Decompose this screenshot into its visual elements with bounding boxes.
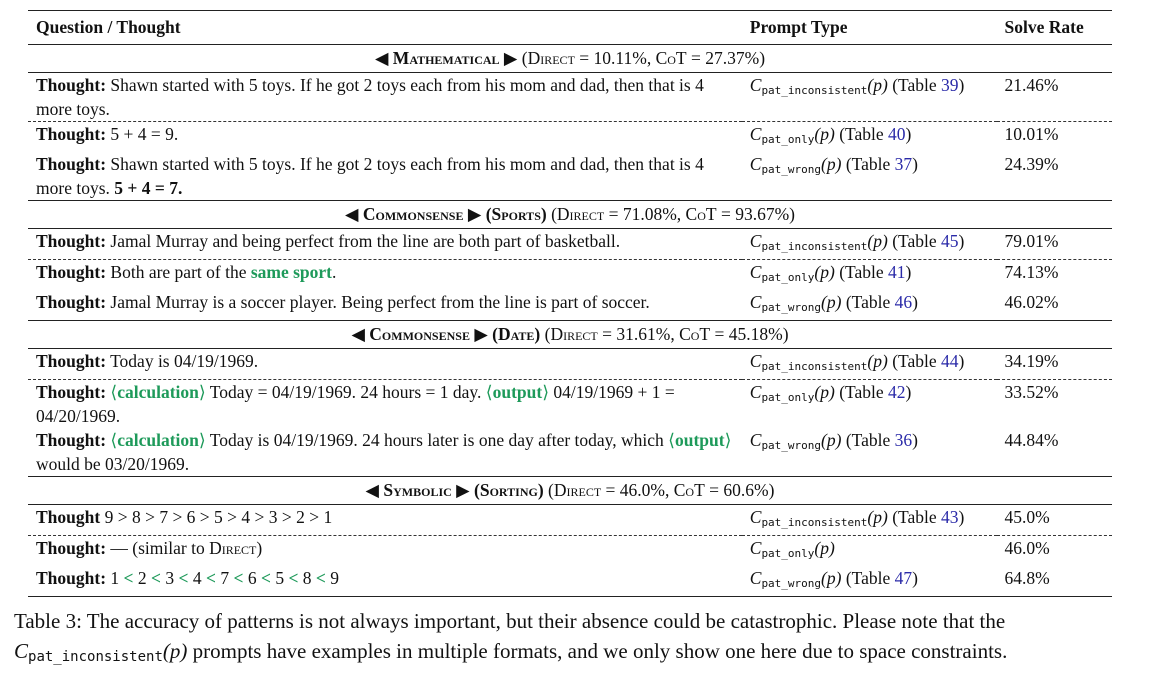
table-row [28, 229, 1112, 260]
thought-cell [28, 260, 742, 291]
table-ref-prefix: (Table [887, 231, 942, 251]
section-title-segment: = 10.11%, [574, 48, 656, 68]
section-header-row [28, 477, 1112, 505]
section-title-segment: ▶ ( [499, 48, 528, 68]
solve-rate-cell: 45.0% [1004, 507, 1050, 527]
thought-segment: ⟩ [542, 382, 550, 402]
prompt-p: (p) [814, 382, 835, 402]
thought-segment: would be 03/20/1969. [36, 454, 190, 474]
table-row [28, 566, 1112, 597]
thought-segment: Today is 04/19/1969. [106, 351, 259, 371]
table-ref-suffix: ) [912, 430, 918, 450]
section-title-segment: ▶ [463, 204, 486, 224]
table-row [28, 152, 1112, 201]
thought-segment: Thought: [36, 538, 107, 558]
table-ref-link[interactable]: 47 [894, 568, 913, 588]
thought-segment: Thought: [36, 568, 107, 588]
thought-segment: 5 + 4 = 9. [106, 124, 179, 144]
section-title-segment: (Sports) [485, 204, 547, 224]
prompt-c: C [749, 351, 762, 371]
section-header-row [28, 321, 1112, 349]
caption-subscript: pat_inconsistent [28, 649, 163, 665]
header-question: Question / Thought [28, 11, 742, 45]
prompt-p: (p) [821, 568, 842, 588]
prompt-c: C [749, 568, 762, 588]
thought-cell [28, 122, 742, 153]
prompt-c: C [749, 430, 762, 450]
thought-segment: < [178, 568, 189, 588]
thought-segment: ) [256, 538, 263, 558]
solve-rate-cell: 24.39% [1004, 154, 1059, 174]
thought-segment: output [492, 382, 543, 402]
header-solve-rate: Solve Rate [997, 11, 1112, 45]
section-title-segment: = 45.18%) [710, 324, 789, 344]
table-row [28, 290, 1112, 321]
section-title-segment: ▶ [469, 324, 493, 344]
section-title-segment: ( [540, 324, 551, 344]
thought-segment: Thought: [36, 154, 107, 174]
prompt-c: C [749, 507, 762, 527]
table-row [28, 122, 1112, 153]
table-header-row [28, 11, 1112, 45]
thought-segment: Thought: [36, 430, 107, 450]
prompt-c: C [749, 75, 762, 95]
thought-segment: ⟩ [724, 430, 732, 450]
section-title-segment: Direct [553, 480, 602, 500]
table-ref-link[interactable]: 39 [941, 75, 959, 95]
thought-segment: 9 [325, 568, 340, 588]
thought-segment: 4 [188, 568, 206, 588]
thought-segment: < [151, 568, 161, 588]
table-ref-prefix: (Table [841, 292, 895, 312]
results-table-container [28, 10, 1112, 597]
table-ref-suffix: ) [958, 75, 965, 95]
prompt-c: C [749, 382, 762, 402]
table-ref-prefix: (Table [841, 568, 895, 588]
section-title-segment: = 46.0%, [601, 480, 674, 500]
thought-segment: < [288, 568, 299, 588]
table-ref-link[interactable]: 43 [941, 507, 959, 527]
prompt-p: (p) [814, 262, 835, 282]
solve-rate-cell: 46.0% [997, 536, 1112, 567]
section-title-segment: = 71.08%, [604, 204, 686, 224]
thought-segment: . [332, 262, 337, 282]
thought-segment: ⟨ [106, 430, 118, 450]
prompt-type-cell [742, 536, 997, 567]
section-title-segment: Direct [556, 204, 605, 224]
thought-segment: < [233, 568, 244, 588]
thought-segment: 5 + 4 = 7. [114, 178, 183, 198]
results-table [28, 10, 1112, 597]
caption-p: (p) [162, 639, 188, 663]
section-title-segment: Commonsense [362, 204, 464, 224]
table-ref-suffix: ) [905, 262, 912, 282]
table-row [28, 505, 1112, 536]
thought-segment: 6 [243, 568, 261, 588]
thought-cell [28, 428, 742, 477]
table-ref-link[interactable]: 40 [888, 124, 906, 144]
prompt-p: (p) [867, 507, 888, 527]
thought-cell [28, 349, 742, 380]
thought-cell [28, 505, 742, 536]
prompt-type-cell [742, 152, 997, 201]
table-ref-prefix: (Table [841, 430, 895, 450]
table-ref-link[interactable]: 44 [941, 351, 959, 371]
thought-segment: calculation [117, 382, 199, 402]
section-title-segment: ◀ [365, 480, 384, 500]
section-title-segment: CoT [685, 204, 717, 224]
thought-segment: Jamal Murray is a soccer player. Being perfect from the line is part of soccer. [106, 292, 650, 312]
thought-segment: Jamal Murray and being perfect from the line are both part of basketball. [106, 231, 621, 251]
thought-cell [28, 536, 742, 567]
thought-segment: 8 [298, 568, 316, 588]
thought-segment: Thought: [36, 292, 107, 312]
table-ref-link[interactable]: 36 [894, 430, 913, 450]
table-body [28, 45, 1112, 597]
table-ref-link[interactable]: 46 [894, 292, 913, 312]
prompt-type-cell [742, 229, 997, 260]
thought-segment: Thought: [36, 75, 107, 95]
table-ref-prefix: (Table [887, 507, 942, 527]
solve-rate-cell: 33.52% [997, 380, 1112, 429]
section-title-segment: Mathematical [392, 48, 500, 68]
thought-segment: Today is 04/19/1969. 24 hours later is one day after today, which [205, 430, 669, 450]
solve-rate-cell: 46.02% [1004, 292, 1059, 312]
section-title-segment: ( [543, 480, 554, 500]
caption-part1: Table 3: The accuracy of patterns is not always important, but their absence could be catastrophic. Please note that the [14, 609, 1006, 633]
table-ref-suffix: ) [958, 351, 965, 371]
prompt-subscript: pat_inconsistent [761, 516, 868, 529]
section-header-row [28, 45, 1112, 73]
caption-c: C [14, 639, 29, 663]
prompt-subscript: pat_only [761, 391, 815, 404]
solve-rate-cell: 64.8% [997, 566, 1112, 597]
table-ref-suffix: ) [912, 292, 918, 312]
thought-segment: ⟨ [485, 382, 493, 402]
prompt-p: (p) [867, 351, 888, 371]
solve-rate-cell: 74.13% [997, 260, 1112, 291]
thought-segment: < [123, 568, 134, 588]
prompt-p: (p) [814, 538, 835, 558]
section-title [28, 477, 1112, 505]
prompt-subscript: pat_wrong [761, 577, 822, 590]
table-ref-prefix: (Table [834, 262, 889, 282]
prompt-c: C [749, 124, 762, 144]
thought-segment: ⟩ [198, 382, 206, 402]
section-title-segment: (Date) [492, 324, 541, 344]
thought-segment: < [260, 568, 271, 588]
table-row [28, 380, 1112, 429]
thought-segment: 7 [215, 568, 234, 588]
prompt-type-cell [742, 122, 997, 153]
table-ref-prefix: (Table [834, 124, 889, 144]
thought-segment: ⟨ [668, 430, 675, 450]
section-title-segment: CoT [655, 48, 687, 68]
prompt-type-cell [742, 260, 997, 291]
table-ref-suffix: ) [958, 507, 965, 527]
prompt-subscript: pat_wrong [761, 439, 822, 452]
solve-rate-cell: 21.46% [1004, 75, 1059, 95]
prompt-subscript: pat_only [761, 271, 815, 284]
section-title [28, 201, 1112, 229]
prompt-subscript: pat_inconsistent [761, 360, 868, 373]
table-row [28, 260, 1112, 291]
section-header-row [28, 201, 1112, 229]
prompt-subscript: pat_only [761, 547, 815, 560]
thought-cell [28, 229, 742, 260]
prompt-p: (p) [867, 75, 888, 95]
thought-segment: 04/19/1969 + 1 = 04/20/1969. [36, 382, 675, 426]
thought-segment: < [315, 568, 326, 588]
thought-segment: output [675, 430, 725, 450]
section-title-segment: ▶ [451, 480, 475, 500]
section-title-segment: CoT [679, 324, 711, 344]
prompt-subscript: pat_wrong [761, 301, 822, 314]
thought-segment: Thought: [36, 382, 107, 402]
thought-segment: < [205, 568, 216, 588]
section-title-segment: (Sorting) [474, 480, 544, 500]
thought-segment: Today = 04/19/1969. 24 hours = 1 day. [205, 382, 486, 402]
table-row [28, 349, 1112, 380]
table-ref-link[interactable]: 42 [888, 382, 906, 402]
table-ref-prefix: (Table [834, 382, 889, 402]
prompt-c: C [749, 231, 762, 251]
thought-segment: Thought: [36, 351, 107, 371]
thought-segment: Thought: [36, 262, 107, 282]
thought-segment: Direct [209, 538, 257, 558]
prompt-type-cell [742, 566, 997, 597]
thought-cell [28, 566, 742, 597]
prompt-p: (p) [821, 154, 842, 174]
thought-cell [28, 73, 742, 122]
section-title-segment: ◀ [374, 48, 393, 68]
table-ref-suffix: ) [912, 568, 918, 588]
section-title-segment: = 31.61%, [597, 324, 680, 344]
section-title-segment: = 60.6%) [704, 480, 775, 500]
solve-rate-cell: 34.19% [1004, 351, 1059, 371]
solve-rate-cell: 10.01% [997, 122, 1112, 153]
section-title [28, 321, 1112, 349]
thought-segment: ⟨ [106, 382, 118, 402]
prompt-type-cell [742, 349, 997, 380]
table-ref-prefix: (Table [887, 75, 942, 95]
table-ref-link[interactable]: 45 [941, 231, 959, 251]
prompt-c: C [749, 154, 762, 174]
prompt-type-cell [742, 380, 997, 429]
prompt-c: C [749, 292, 762, 312]
section-title-segment: CoT [673, 480, 705, 500]
table-ref-prefix: (Table [887, 351, 942, 371]
section-title [28, 45, 1112, 73]
thought-cell [28, 290, 742, 321]
table-ref-suffix: ) [905, 124, 912, 144]
section-title-segment: ( [546, 204, 557, 224]
prompt-type-cell [742, 428, 997, 477]
section-title-segment: Symbolic [383, 480, 452, 500]
prompt-subscript: pat_wrong [761, 163, 822, 176]
section-title-segment: ◀ [351, 324, 370, 344]
prompt-type-cell [742, 73, 997, 122]
section-title-segment: Direct [527, 48, 575, 68]
section-title-segment: Direct [550, 324, 598, 344]
thought-segment: — (similar to [106, 538, 210, 558]
table-caption [14, 606, 1124, 672]
thought-segment: 9 > 8 > 7 > 6 > 5 > 4 > 3 > 2 > 1 [100, 507, 333, 527]
thought-segment: Thought [36, 507, 101, 527]
thought-cell [28, 380, 742, 429]
thought-segment: ⟩ [198, 430, 206, 450]
section-title-segment: ◀ [345, 204, 363, 224]
table-ref-suffix: ) [958, 231, 965, 251]
caption-part2: prompts have examples in multiple formats, and we only show one here due to space constraints. [187, 639, 1008, 663]
thought-segment: 5 [270, 568, 289, 588]
prompt-c: C [749, 538, 762, 558]
prompt-type-cell [742, 290, 997, 321]
thought-cell [28, 152, 742, 201]
thought-segment: Thought: [36, 124, 107, 144]
prompt-c: C [749, 262, 762, 282]
prompt-subscript: pat_inconsistent [761, 240, 868, 253]
prompt-p: (p) [867, 231, 888, 251]
thought-segment: Thought: [36, 231, 107, 251]
prompt-p: (p) [814, 124, 835, 144]
prompt-type-cell [742, 505, 997, 536]
table-row [28, 428, 1112, 477]
prompt-subscript: pat_only [761, 133, 815, 146]
table-row [28, 73, 1112, 122]
table-ref-link[interactable]: 37 [894, 154, 913, 174]
thought-segment: Both are part of the [106, 262, 251, 282]
thought-segment: calculation [117, 430, 199, 450]
prompt-p: (p) [821, 292, 842, 312]
thought-segment: same sport [250, 262, 333, 282]
table-ref-prefix: (Table [841, 154, 895, 174]
prompt-subscript: pat_inconsistent [761, 84, 868, 97]
thought-segment: 2 [133, 568, 152, 588]
prompt-p: (p) [821, 430, 842, 450]
table-ref-suffix: ) [905, 382, 912, 402]
thought-segment: Shawn started with 5 toys. If he got 2 toys each from his mom and dad, then that is 4 more toys. [36, 75, 704, 119]
table-ref-link[interactable]: 41 [888, 262, 906, 282]
thought-segment: 1 [106, 568, 124, 588]
solve-rate-cell: 79.01% [1004, 231, 1059, 251]
thought-segment: 3 [161, 568, 179, 588]
section-title-segment: Commonsense [369, 324, 470, 344]
table-row [28, 536, 1112, 567]
table-ref-suffix: ) [912, 154, 918, 174]
header-prompt-type: Prompt Type [742, 11, 997, 45]
section-title-segment: = 27.37%) [686, 48, 766, 68]
solve-rate-cell: 44.84% [1004, 430, 1059, 450]
thought-segment: Shawn started with 5 toys. If he got 2 toys each from his mom and dad, then that is 4 more toys. [36, 154, 704, 198]
section-title-segment: = 93.67%) [716, 204, 795, 224]
